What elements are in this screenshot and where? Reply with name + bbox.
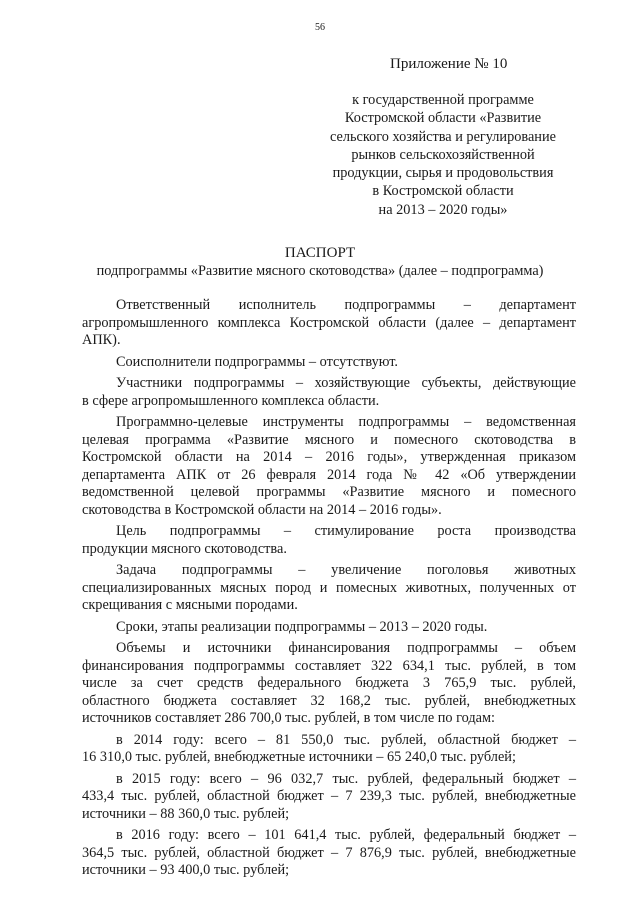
- appendix-line: сельского хозяйства и регулирование: [330, 128, 556, 145]
- paragraph-line: в 2014 году: всего – 81 550,0 тыс. рублей, областной бюджет –: [116, 731, 576, 748]
- paragraph: [82, 523, 576, 558]
- paragraph-line: 433,4 тыс. рублей, областной бюджет – 7 239,3 тыс. рублей, внебюджетные: [82, 788, 576, 804]
- paragraph: [82, 619, 576, 637]
- paragraph-line: Объемы и источники финансирования подпрограммы – объем: [116, 640, 576, 656]
- paragraph-line: в 2016 году: всего – 101 641,4 тыс. рублей, федеральный бюджет –: [116, 827, 576, 843]
- paragraph-line: Костромской области на 2014 – 2016 годы», утвержденная приказом: [82, 449, 576, 465]
- paragraph-line: ведомственной целевой программы «Развитие мясного и помесного: [82, 484, 576, 500]
- paragraph-line: продукции мясного скотоводства.: [82, 540, 287, 557]
- appendix-line: рынков сельскохозяйственной: [351, 146, 535, 163]
- appendix-line: в Костромской области: [372, 183, 514, 200]
- page-number: 56: [315, 22, 325, 33]
- paragraph: [82, 827, 576, 880]
- paragraph: [82, 414, 576, 519]
- appendix-line: на 2013 – 2020 годы»: [378, 201, 508, 218]
- paragraph: [82, 562, 576, 615]
- paragraph-line: источники – 88 360,0 тыс. рублей;: [82, 805, 290, 822]
- appendix-line: продукции, сырья и продовольствия: [332, 165, 554, 182]
- paragraph-line: целевая программа «Развитие мясного и помесного скотоводства в: [82, 431, 576, 448]
- paragraph: [82, 771, 576, 824]
- paragraph-line: в сфере агропромышленного комплекса области.: [82, 392, 380, 409]
- paragraph-line: областного бюджета составляет 32 168,2 тыс. рублей, внебюджетных: [82, 692, 576, 709]
- paragraph-line: скотоводства в Костромской области на 2014 – 2016 годы».: [82, 501, 442, 518]
- paragraph-line: 16 310,0 тыс. рублей, внебюджетные источники – 65 240,0 тыс. рублей;: [82, 749, 516, 765]
- paragraph-line: Соисполнители подпрограммы – отсутствуют.: [116, 353, 398, 370]
- paragraph-line: Сроки, этапы реализации подпрограммы – 2013 – 2020 годы.: [116, 618, 488, 635]
- paragraph-line: АПК).: [82, 332, 121, 348]
- document-body: [82, 297, 576, 884]
- paragraph: [82, 732, 576, 767]
- paragraph-line: Программно-целевые инструменты подпрограммы – ведомственная: [116, 414, 576, 430]
- passport-subtitle: подпрограммы «Развитие мясного скотоводства» (далее – подпрограмма): [96, 263, 544, 279]
- appendix-title: Приложение № 10: [390, 56, 508, 72]
- appendix-line: Костромской области «Развитие: [344, 110, 542, 127]
- paragraph-line: финансирования подпрограммы составляет 322 634,1 тыс. рублей, в том: [82, 657, 576, 674]
- paragraph-line: департамента АПК от 26 февраля 2014 года № 42 «Об утверждении: [82, 466, 576, 483]
- paragraph-line: числе за счет средств федерального бюджета 3 765,9 тыс. рублей,: [82, 675, 576, 691]
- appendix-reference: [312, 91, 574, 219]
- paragraph-line: Участники подпрограммы – хозяйствующие субъекты, действующие: [116, 375, 576, 391]
- paragraph-line: скрещивания с мясными породами.: [82, 597, 298, 613]
- passport-title: ПАСПОРТ: [284, 245, 356, 261]
- paragraph: [82, 640, 576, 728]
- appendix-line: к государственной программе: [352, 92, 534, 108]
- paragraph: [82, 375, 576, 410]
- paragraph: [82, 354, 576, 372]
- paragraph-line: Цель подпрограммы – стимулирование роста производства: [116, 523, 576, 539]
- paragraph-line: агропромышленного комплекса Костромской области (далее – департамент: [82, 314, 576, 331]
- paragraph-line: источники – 93 400,0 тыс. рублей;: [82, 862, 290, 878]
- paragraph-line: специализированных мясных пород и помесных животных, полученных от: [82, 579, 576, 596]
- paragraph: [82, 297, 576, 350]
- paragraph-line: в 2015 году: всего – 96 032,7 тыс. рублей, федеральный бюджет –: [116, 770, 576, 787]
- paragraph-line: 364,5 тыс. рублей, областной бюджет – 7 876,9 тыс. рублей, внебюджетные: [82, 844, 576, 861]
- paragraph-line: Ответственный исполнитель подпрограммы – департамент: [116, 297, 576, 313]
- paragraph-line: Задача подпрограммы – увеличение поголовья животных: [116, 562, 576, 578]
- paragraph-line: источников составляет 286 700,0 тыс. рублей, в том числе по годам:: [82, 710, 496, 726]
